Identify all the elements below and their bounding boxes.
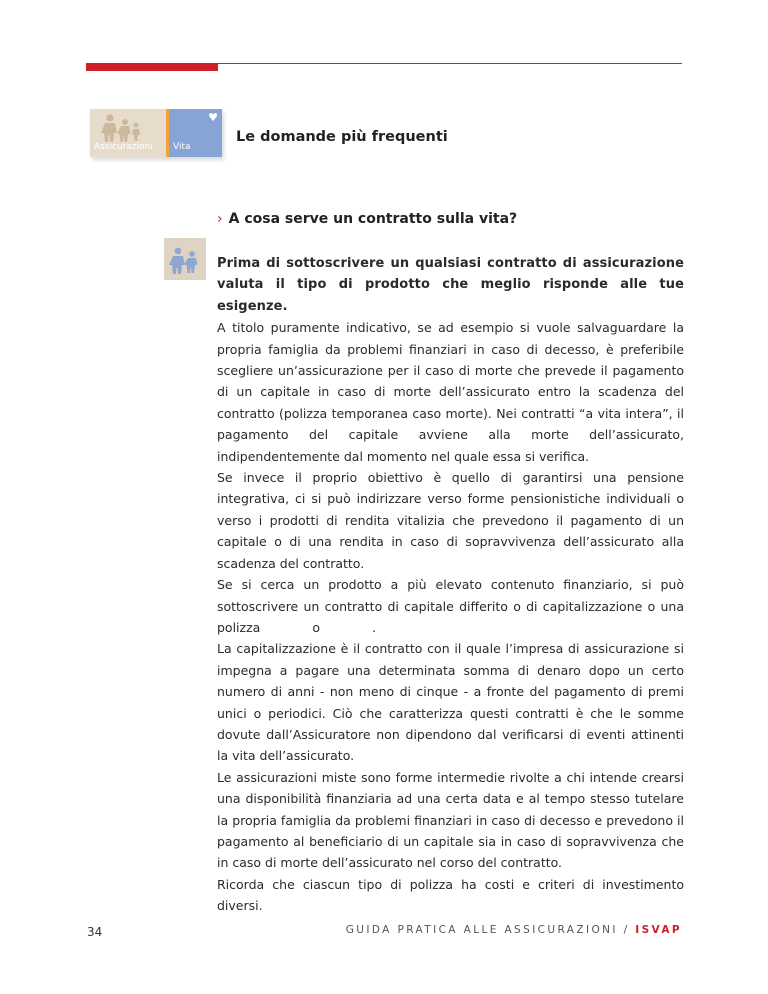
chevron-right-icon: ›	[217, 211, 223, 227]
tag-right-label: Vita	[173, 142, 191, 152]
article-body	[217, 253, 684, 917]
paragraph-1: A titolo puramente indicativo, se ad esempio si vuole salvaguardare la propria famiglia da problemi finanziari in caso di decesso, è preferibile scegliere un’assicurazione per il caso di morte che prevede il pagamento di un capitale in caso di morte dell’assicurato entro la scadenza del contratto (polizza temporanea caso morte). Nei contratti “a vita intera”, il pagamento del capitale avviene alla morte dell’assicurato, indipendentemente dal momento nel quale essa si verifica.	[217, 320, 684, 464]
category-tag	[90, 109, 222, 157]
footer-guide-text: GUIDA PRATICA ALLE ASSICURAZIONI /	[345, 924, 636, 936]
paragraph-3	[217, 574, 684, 638]
tag-left-label: Assicurazioni	[94, 142, 153, 152]
footer-brand: ISVAP	[635, 924, 682, 936]
tag-vita	[169, 109, 222, 157]
paragraph-6: Ricorda che ciascun tipo di polizza ha costi e criteri di investimento diversi.	[217, 876, 684, 914]
question-heading	[217, 211, 517, 227]
footer-guide	[346, 924, 682, 936]
family-thumbnail	[164, 238, 206, 280]
paragraph-3-end: .	[371, 619, 376, 635]
paragraph-2: Se invece il proprio obiettivo è quello di garantirsi una pensione integrativa, ci si può indirizzare verso forme pensionistiche individuali o verso i prodotti di rendita vitalizia che prevedono il pagamento di un capitale o di una rendita in caso di sopravvivenza dell’assicurato alla scadenza del contratto.	[217, 470, 684, 571]
paragraph-5: Le assicurazioni miste sono forme intermedie rivolte a chi intende crearsi una disponibilità finanziaria ad una certa data e al tempo stesso tutelare la propria famiglia da problemi finanziari in caso di decesso e prevedono il pagamento al beneficiario di un capitale sia in caso di sopravvivenza che in caso di morte dell’assicurato nel corso del contratto.	[217, 769, 684, 871]
tag-assicurazioni	[90, 109, 166, 157]
family-icon	[164, 238, 206, 280]
paragraph-4: La capitalizzazione è il contratto con il quale l’impresa di assicurazione si impegna a pagare una determinata somma di denaro dopo un certo numero di anni - non meno di cinque - a fronte del pagamento di premi unici o periodici. Ciò che caratterizza questi contratti è che le somme dovute dall’Assicuratore non dipendono dal verificarsi di eventi attinenti la vita dell’assicurato.	[217, 641, 684, 764]
paragraph-3-start: Se si cerca un prodotto a più elevato contenuto finanziario, si può sottoscrivere un contratto di capitale differito o di capitalizzazione o una polizza	[217, 577, 684, 635]
top-rule-accent	[86, 63, 218, 71]
family-icon	[100, 113, 144, 143]
section-title: Le domande più frequenti	[236, 129, 448, 145]
paragraph-3-mid: o	[312, 619, 320, 635]
question-title: A cosa serve un contratto sulla vita?	[228, 211, 518, 227]
page-number: 34	[87, 925, 103, 939]
lead-paragraph: Prima di sottoscrivere un qualsiasi contratto di assicurazione valuta il tipo di prodotto che meglio risponde alle tue esigenze.	[217, 256, 684, 314]
heart-icon: ♥	[208, 111, 218, 124]
